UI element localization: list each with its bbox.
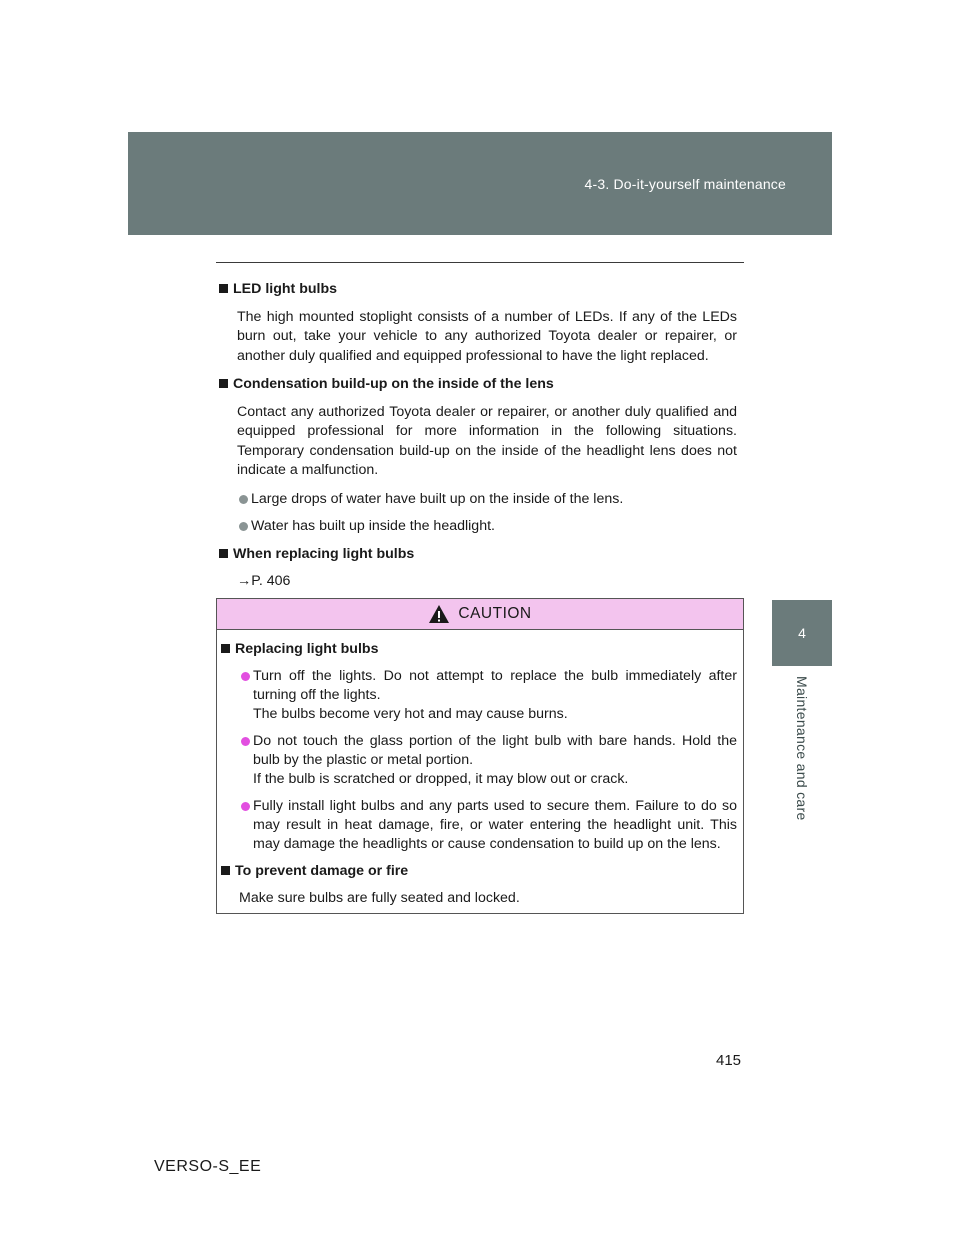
caution-header	[217, 599, 743, 630]
chapter-tab	[772, 600, 832, 666]
chapter-label	[772, 676, 832, 826]
led-text: The high mounted stoplight consists of a number of LEDs. If any of the LEDs burn out, take your vehicle to any authorized Toyota dealer or repairer, or another duly qualified and equipped professional to have the light replaced.	[237, 308, 737, 364]
caution-title: CAUTION	[458, 605, 532, 622]
caution-bullet-1	[239, 667, 737, 724]
caution-bullet-2-line2: If the bulb is scratched or dropped, it may blow out or crack.	[253, 771, 629, 787]
header-band	[128, 132, 832, 235]
replacing-heading: When replacing light bulbs	[217, 545, 737, 565]
caution-body	[217, 630, 743, 908]
chapter-number: 4	[798, 625, 806, 641]
condensation-heading: Condensation build-up on the inside of the lens	[217, 375, 737, 395]
caution-heading-prevent: To prevent damage or fire	[219, 862, 737, 881]
caution-bullet-3	[239, 797, 737, 854]
warning-triangle-icon	[428, 604, 450, 624]
page-reference: →P. 406	[237, 573, 291, 589]
caution-bullet-3-line1: Fully install light bulbs and any parts used to secure them. Failure to do so may result in heat damage, fire, or water entering the headlight unit. This may damage the headlights or cause condensation to build up on the lens.	[253, 798, 737, 852]
caution-bullet-2	[239, 732, 737, 789]
top-divider	[216, 262, 744, 263]
caution-box	[216, 598, 744, 914]
page-number: 415	[716, 1052, 742, 1069]
section-title: 4-3. Do-it-yourself maintenance	[584, 176, 786, 192]
led-heading: LED light bulbs	[217, 280, 737, 300]
caution-bullet-1-line1: Turn off the lights. Do not attempt to replace the bulb immediately after turning off the lights.	[253, 668, 737, 703]
caution-heading-replacing: Replacing light bulbs	[219, 640, 737, 659]
model-code: VERSO-S_EE	[154, 1158, 262, 1175]
caution-bullet-2-line1: Do not touch the glass portion of the light bulb with bare hands. Hold the bulb by the plastic or metal portion.	[253, 733, 737, 768]
condensation-bullet-2: Water has built up inside the headlight.	[237, 517, 737, 537]
chapter-title: Maintenance and care	[794, 676, 810, 821]
caution-bullet-1-line2: The bulbs become very hot and may cause burns.	[253, 706, 568, 722]
main-content	[217, 280, 737, 601]
caution-prevent-text: Make sure bulbs are fully seated and locked.	[239, 890, 520, 906]
condensation-text: Contact any authorized Toyota dealer or repairer, or another duly qualified and equipped professional for more information in the following situations. Temporary condensation build-up on the inside of the headlight lens does not indicate a malfunction.	[237, 403, 737, 478]
condensation-bullet-1: Large drops of water have built up on the inside of the lens.	[237, 490, 737, 510]
